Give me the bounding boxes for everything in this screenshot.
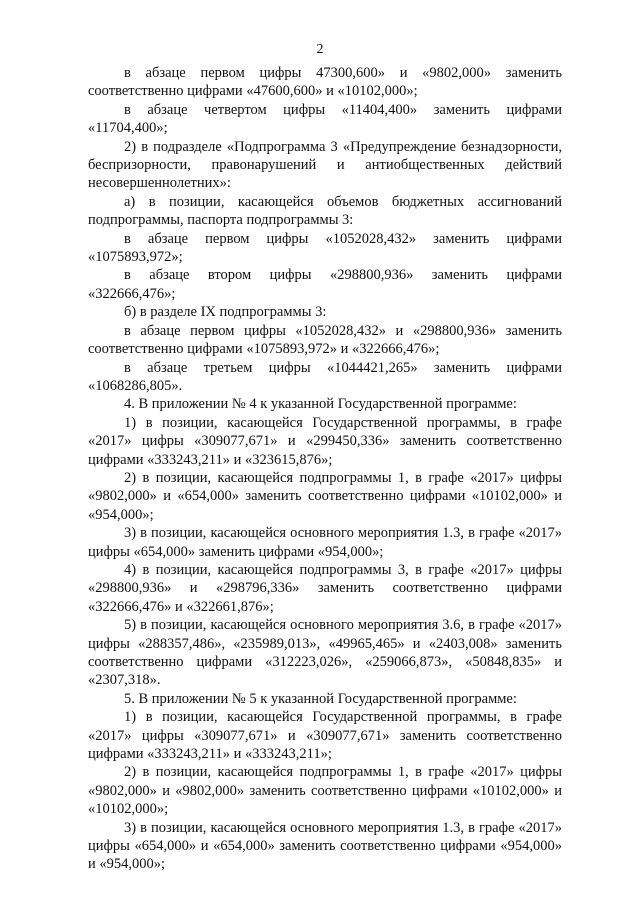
paragraph: 4. В приложении № 4 к указанной Государственной программе: (124, 396, 517, 413)
paragraph: в абзаце первом цифры «1052028,432» и «298800,936» заменить соответственно цифрами «1075893,972» и «322666,476»; (88, 322, 562, 358)
paragraph: в абзаце первом цифры 47300,600» и «9802,000» заменить соответственно цифрами «47600,600» и «10102,000»; (88, 65, 562, 100)
paragraph: 3) в позиции, касающейся основного мероприятия 1.3, в графе «2017» цифры «654,000» заменить цифрами «954,000»; (88, 525, 562, 560)
paragraph: в абзаце третьем цифры «1044421,265» заменить цифрами «1068286,805». (88, 359, 562, 394)
paragraph: 1) в позиции, касающейся Государственной программы, в графе «2017» цифры «309077,671» и «299450,336» заменить соответственно цифрами «333243,211» и «323615,876»; (88, 414, 562, 468)
paragraph: 2) в позиции, касающейся подпрограммы 1, в графе «2017» цифры «9802,000» и «9802,000» заменить соответственно цифрами «10102,000» и «10102,000»; (88, 764, 562, 818)
paragraph: 3) в позиции, касающейся основного мероприятия 1.3, в графе «2017» цифры «654,000» и «654,000» заменить соответственно цифрами «954,000» и «954,000»; (88, 819, 562, 873)
document-body (88, 64, 562, 874)
paragraph: в абзаце четвертом цифры «11404,400» заменить цифрами «11704,400»; (88, 101, 562, 137)
paragraph: б) в разделе IX подпрограммы 3: (124, 304, 327, 321)
page-number: 2 (316, 42, 324, 57)
paragraph: в абзаце первом цифры «1052028,432» заменить цифрами «1075893,972»; (88, 230, 562, 266)
paragraph: 2) в подразделе «Подпрограмма 3 «Предупреждение безнадзорности, беспризорности, правонарушений и антиобщественных действий несовершеннолетних»: (88, 138, 562, 192)
paragraph: 4) в позиции, касающейся подпрограммы 3, в графе «2017» цифры «298800,936» и «298796,336» заменить соответственно цифрами «322666,476» и «322661,876»; (88, 561, 562, 615)
paragraph: 5. В приложении № 5 к указанной Государственной программе: (124, 690, 517, 707)
paragraph: в абзаце втором цифры «298800,936» заменить цифрами «322666,476»; (88, 267, 562, 302)
paragraph: 2) в позиции, касающейся подпрограммы 1, в графе «2017» цифры «9802,000» и «654,000» заменить соответственно цифрами «10102,000» и «954,000»; (88, 469, 562, 523)
paragraph: 1) в позиции, касающейся Государственной программы, в графе «2017» цифры «309077,671» и «309077,671» заменить соответственно цифрами «333243,211» и «333243,211»; (88, 709, 562, 763)
paragraph: 5) в позиции, касающейся основного мероприятия 3.6, в графе «2017» цифры «288357,486», «235989,013», «49965,465» и «2403,008» заменить соответственно цифрами «312223,026», «259066,873», «50848,835» и «2307,318». (88, 617, 562, 689)
paragraph: а) в позиции, касающейся объемов бюджетных ассигнований подпрограммы, паспорта подпрограммы 3: (88, 193, 562, 229)
